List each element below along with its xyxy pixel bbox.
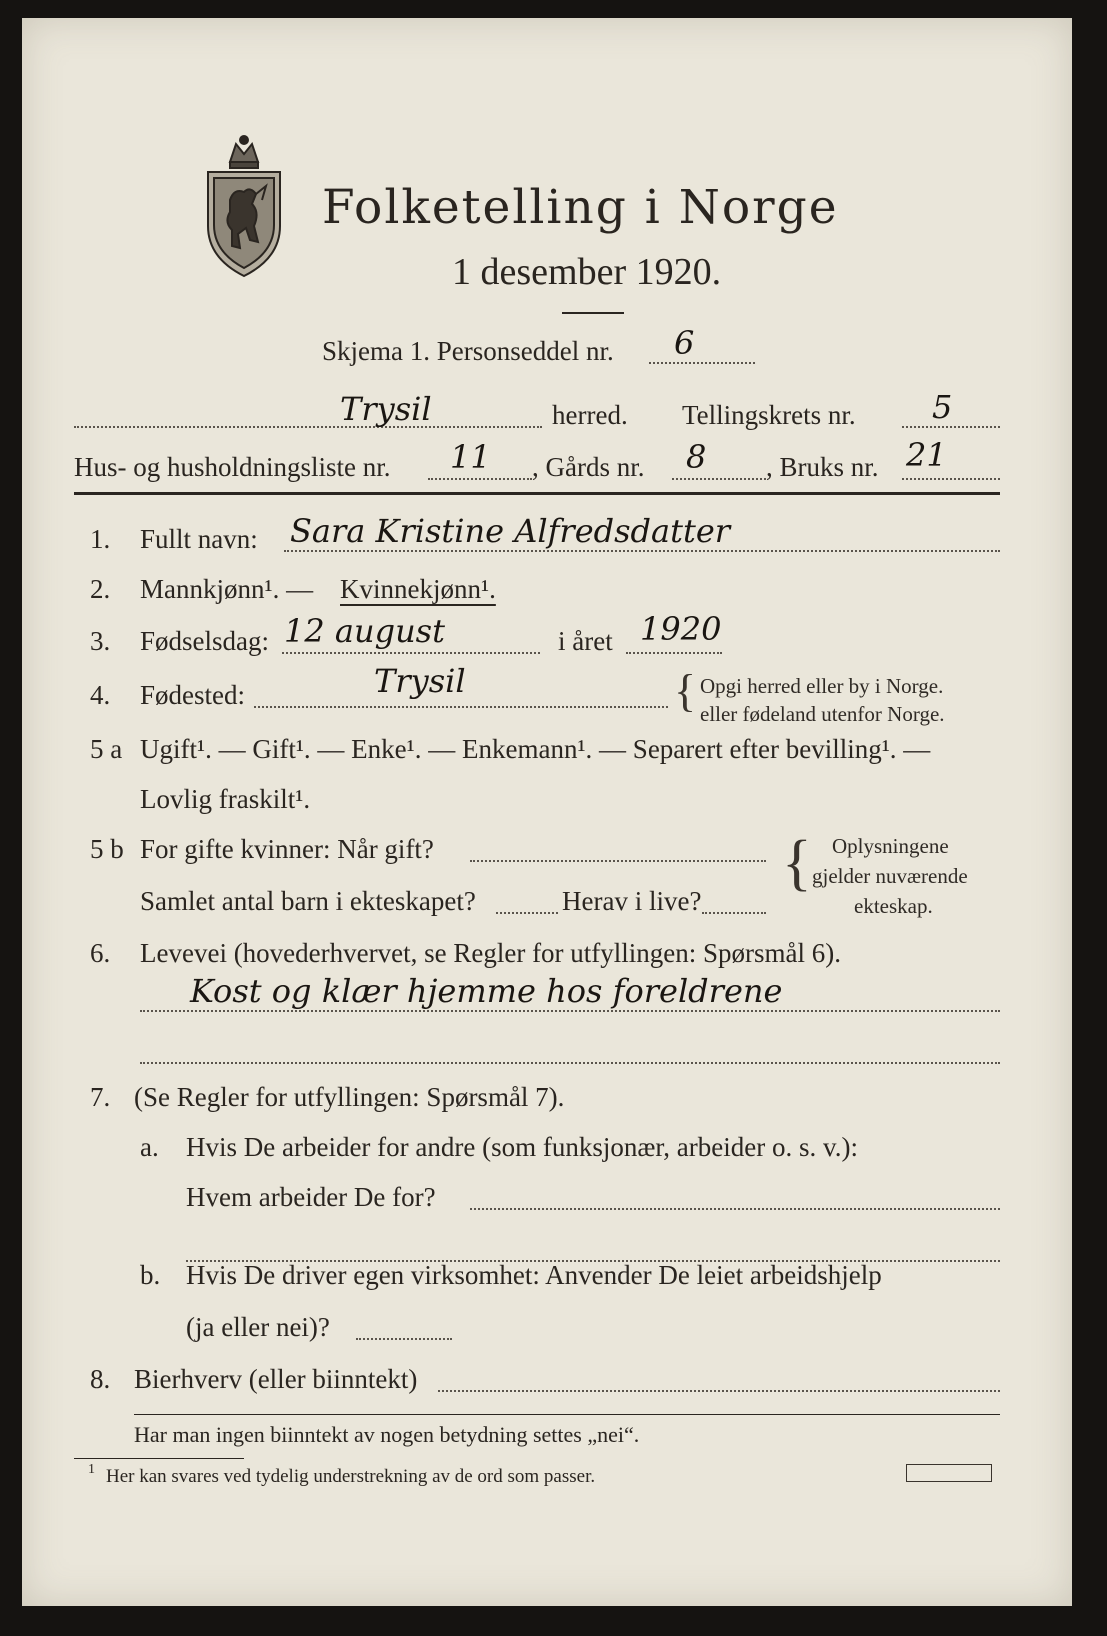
q6-line1	[140, 1010, 1000, 1012]
income-note: Har man ingen biinntekt av nogen betydning settes „nei“.	[134, 1422, 640, 1447]
title-divider	[562, 312, 624, 314]
q7-number: 7.	[90, 1082, 111, 1112]
coat-of-arms-icon	[200, 130, 288, 280]
q7b-letter: b.	[140, 1260, 161, 1290]
q5b-note-line1: Oplysningene	[832, 834, 949, 858]
q8-label: Bierhverv (eller biinntekt)	[134, 1364, 418, 1394]
q4-note-line2: eller fødeland utenfor Norge.	[700, 702, 945, 726]
q5b-alive-line	[702, 912, 766, 914]
q5b-children-line	[496, 912, 558, 914]
q4-note-line1: Opgi herred eller by i Norge.	[700, 674, 944, 698]
q3-label: Fødselsdag:	[140, 626, 270, 656]
household-value: 11	[450, 438, 491, 476]
schema-value: 6	[674, 324, 695, 362]
municipality-label: herred.	[552, 400, 628, 430]
municipality-value: Trysil	[340, 390, 432, 428]
q7a-employer-line	[470, 1208, 1000, 1210]
q3-date-line	[282, 652, 540, 654]
q5a-number: 5 a	[90, 734, 123, 764]
holding-value: 21	[906, 436, 947, 474]
q2-number: 2.	[90, 574, 111, 604]
holding-label: , Bruks nr.	[766, 452, 879, 482]
q6-label: Levevei (hovederhvervet, se Regler for utfyllingen: Spørsmål 6).	[140, 938, 842, 968]
schema-line	[649, 362, 755, 364]
q1-line	[284, 550, 1000, 552]
q3-number: 3.	[90, 626, 111, 656]
farm-label: , Gårds nr.	[532, 452, 645, 482]
district-label: Tellingskrets nr.	[682, 400, 856, 430]
q4-number: 4.	[90, 680, 111, 710]
q4-line	[254, 706, 668, 708]
q7a-employer-label: Hvem arbeider De for?	[186, 1182, 436, 1212]
q5b-alive-label: Herav i live?	[562, 886, 702, 916]
q7a-letter: a.	[140, 1132, 159, 1162]
household-label: Hus- og husholdningsliste nr.	[74, 452, 391, 482]
q5b-children-label: Samlet antal barn i ekteskapet?	[140, 886, 476, 916]
q5b-note-line2: gjelder nuværende	[812, 864, 968, 888]
household-line	[428, 478, 532, 480]
q2-male-option: Mannkjønn¹. —	[140, 574, 314, 604]
q7b-answer-line	[356, 1338, 452, 1340]
q5b-number: 5 b	[90, 834, 124, 864]
q5b-married-label: For gifte kvinner: Når gift?	[140, 834, 434, 864]
q7b-question: Hvis De driver egen virksomhet: Anvender De leiet arbeidshjelp	[186, 1260, 882, 1290]
q7-label: (Se Regler for utfyllingen: Spørsmål 7).	[134, 1082, 565, 1112]
district-value: 5	[932, 388, 953, 426]
q4-brace: {	[674, 665, 697, 716]
q1-label: Fullt navn:	[140, 524, 258, 554]
q6-value: Kost og klær hjemme hos foreldrene	[190, 972, 783, 1010]
q5a-options-cont: Lovlig fraskilt¹.	[140, 784, 311, 814]
q5b-brace: {	[782, 829, 812, 897]
printer-stamp-icon	[906, 1464, 992, 1482]
farm-line	[672, 478, 766, 480]
q3-year-line	[626, 652, 722, 654]
q2-female-option: Kvinnekjønn¹.	[340, 574, 496, 604]
q1-number: 1.	[90, 524, 111, 554]
q7a-question: Hvis De arbeider for andre (som funksjonær, arbeider o. s. v.):	[186, 1132, 858, 1162]
q3-year-label: i året	[558, 626, 613, 656]
q6-number: 6.	[90, 938, 111, 968]
header-rule	[74, 492, 1000, 495]
footnote-mark: 1	[88, 1462, 95, 1477]
q5b-note-line3: ekteskap.	[854, 894, 933, 918]
q1-value: Sara Kristine Alfredsdatter	[290, 512, 731, 550]
bottom-rule	[134, 1414, 1000, 1415]
district-line	[902, 426, 1000, 428]
q8-line	[438, 1390, 1000, 1392]
q7b-answer-label: (ja eller nei)?	[186, 1312, 330, 1342]
holding-line	[902, 478, 1000, 480]
q6-line2	[140, 1062, 1000, 1064]
census-date: 1 desember 1920.	[452, 251, 722, 293]
census-form	[22, 18, 1072, 1606]
schema-label: Skjema 1. Personseddel nr.	[322, 336, 614, 366]
q4-label: Fødested:	[140, 680, 245, 710]
footnote-text: Her kan svares ved tydelig understrekning av de ord som passer.	[106, 1466, 596, 1487]
q4-value: Trysil	[374, 662, 466, 700]
footnote-rule	[74, 1458, 244, 1459]
q8-number: 8.	[90, 1364, 111, 1394]
form-title: Folketelling i Norge	[322, 180, 839, 235]
q3-year-value: 1920	[640, 610, 722, 648]
q5a-options: Ugift¹. — Gift¹. — Enke¹. — Enkemann¹. — Separert efter bevilling¹. —	[140, 734, 931, 764]
q5b-married-line	[470, 860, 766, 862]
municipality-line	[74, 426, 542, 428]
q3-value: 12 august	[284, 612, 445, 650]
farm-value: 8	[686, 438, 707, 476]
